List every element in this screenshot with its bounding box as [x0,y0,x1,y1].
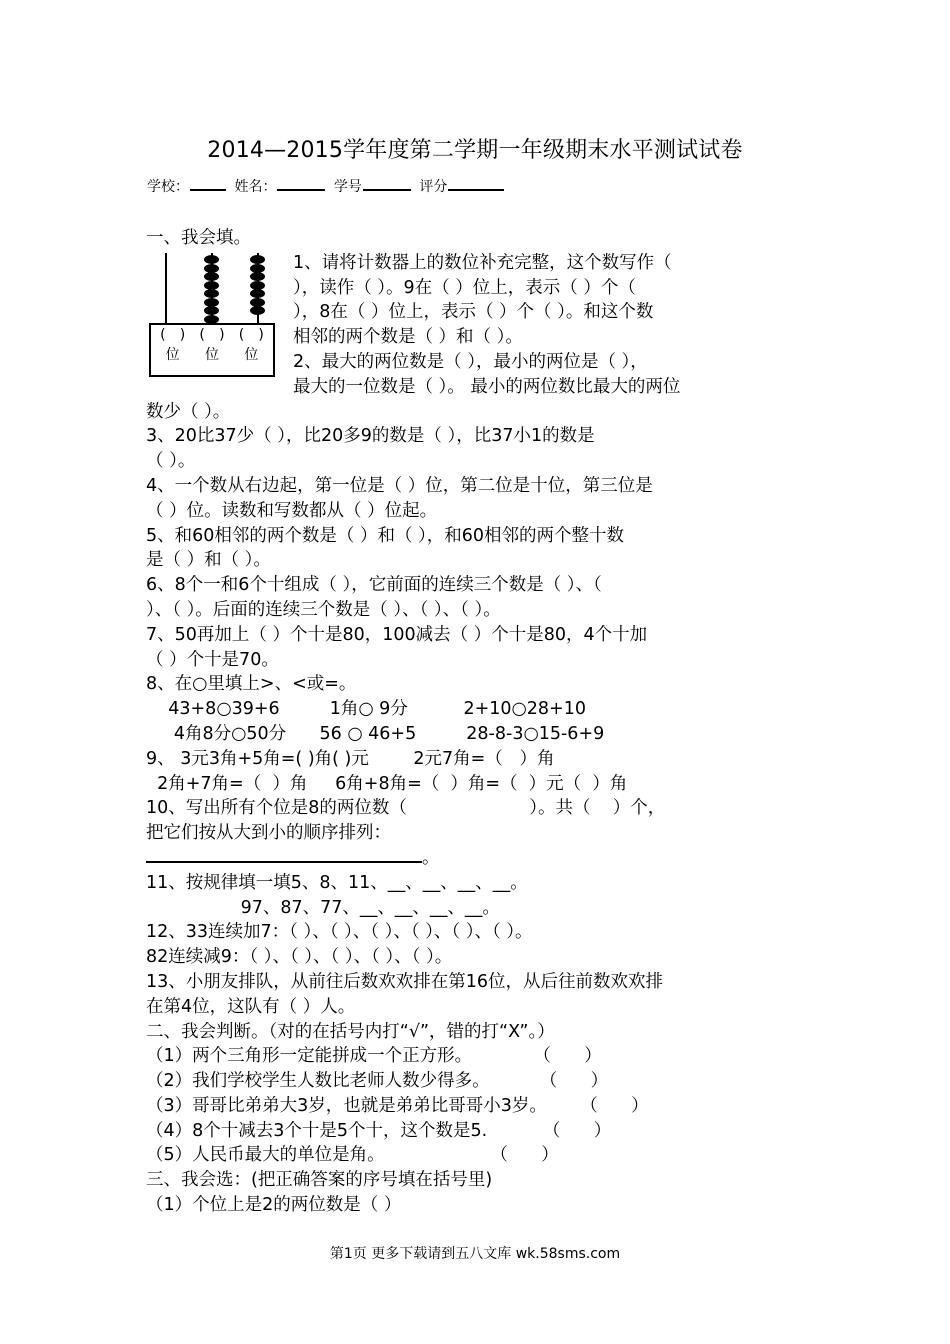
place-label: 位 [165,347,180,363]
abacus-bead [250,306,265,315]
question-line: 最大的一位数是（ ）。 最小的两位数比最大的两位 [293,376,681,397]
number-blank [363,177,411,191]
question-line: 2、最大的两位数是（ ），最小的两位是（ ）， [293,351,648,372]
question-line: （1）两个三角形一定能拼成一个正方形。 （ ） [146,1046,602,1067]
question-line: （2）我们学校学生人数比老师人数少得多。 （ ） [146,1071,609,1092]
period: 。 [422,847,440,868]
question-line: 是（ ）和（ ）。 [146,550,271,571]
paren: ( [199,327,205,343]
question-line: （3）哥哥比弟弟大3岁，也就是弟弟比哥哥小3岁。 （ ） [146,1095,649,1116]
question-line: 4、一个数从右边起，第一位是（ ）位，第二位是十位，第三位是 [146,475,653,496]
question-line: 97、87、77、__、__、__、__。 [146,897,500,918]
question-line: 7、50再加上（ ）个十是80，100减去（ ）个十是80，4个十加 [146,624,648,645]
question-line: 13、小朋友排队，从前往后数欢欢排在第16位，从后往前数欢欢排 [146,971,664,992]
question-line: （4）8个十减去3个十是5个十，这个数是5. （ ） [146,1120,612,1141]
abacus-labels [149,325,275,365]
question-line: 8、在○里填上>、<或=。 [146,674,357,695]
question-line: 10、写出所有个位是8的两位数（ ）。共（ ）个， [146,798,666,819]
question-line: ），读作（ ）。9在（ ）位上，表示（ ）个（ [293,277,636,298]
question-line: 82连续减9：（ ）、（ ）、（ ）、（ ）、（ ）。 [146,947,453,968]
question-line: （ ）位。读数和写数都从（ ）位起。 [146,500,438,521]
paren: ) [179,327,186,343]
paren: ( [160,327,166,343]
question-line: 把它们按从大到小的顺序排列： [146,823,391,844]
abacus-bead [204,255,219,264]
question-line: 3、20比37少（ ），比20多9的数是（ ），比37小1的数是 [146,426,595,447]
question-line: 9、 3元3角+5角=( )角( )元 2元7角=（ ）角 [146,748,555,769]
question-line: 2角+7角=（ ）角 6角+8角=（ ）角=（ ）元（ ）角 [146,773,628,794]
score-label: 评分 [419,179,448,195]
question-line: 43+8○39+6 1角○ 9分 2+10○28+10 [146,699,586,720]
abacus-bead [204,272,219,281]
place-label: 位 [244,347,259,363]
question-line: 12、33连续加7：（ ）、（ ）、（ ）、（ ）、（ ）、（ ）。 [146,922,533,943]
question-line: 在第4位，这队有（ ）人。 [146,996,356,1017]
paren: ) [258,327,264,343]
abacus-bead [250,272,265,281]
abacus-bead [250,289,265,298]
question-line: 数少（ ）。 [146,401,231,422]
exam-content [146,226,808,1218]
paren: ) [219,327,225,343]
school-label: 学校： [147,179,189,195]
question-line: （ ）。 [146,451,196,472]
question-line: 6、8个一和6个十组成（ ），它前面的连续三个数是（ ）、（ [146,575,602,596]
section-heading: 一、我会填。 [146,228,251,248]
score-blank [448,177,504,191]
abacus-bead [250,255,265,264]
abacus-bead [204,289,219,298]
place-label: 位 [204,347,219,363]
abacus-bead [204,315,219,324]
question-line: ），8在（ ）位上，表示（ ）个（ ）。和这个数 [293,302,654,323]
question-line: 11、按规律填一填5、8、11、__、__、__、__。 [146,872,528,893]
question-line: 1、请将计数器上的数位补充完整，这个数写作（ [293,252,672,273]
name-label: 姓名： [234,179,277,195]
question-line: 4角8分○50分 56 ○ 46+5 28-8-3○15-6+9 [146,723,605,744]
abacus-rod [165,253,167,325]
question-line: （5）人民币最大的单位是角。 （ ） [146,1145,559,1166]
student-info-line [147,176,508,196]
section-heading: 二、我会判断。（对的在括号内打“√”，错的打“X”。） [146,1021,555,1042]
number-label: 学号 [333,179,362,195]
page-title: 2014—2015学年度第二学期一年级期末水平测试试卷 [207,138,743,163]
question-line: （ ）个十是70。 [146,649,279,670]
answer-underline-line [146,846,808,871]
answer-underline [146,847,422,863]
school-blank [190,177,226,191]
question-line: （1）个位上是2的两位数是（ ） [146,1195,402,1216]
paren: ( [238,327,245,343]
question-line: ）、（ ）。后面的连续三个数是（ ）、（ ）、（ ）。 [146,599,501,620]
name-blank [277,177,325,191]
page-footer: 第1页 更多下载请到五八文库 wk.58sms.com [329,1246,621,1262]
question-line: 5、和60相邻的两个数是（ ）和（ ），和60相邻的两个整十数 [146,525,625,546]
question-line: 相邻的两个数是（ ）和（ ）。 [293,327,523,348]
abacus-figure [149,253,279,380]
abacus-bead [204,306,219,315]
section-heading: 三、我会选：(把正确答案的序号填在括号里) [146,1170,493,1191]
